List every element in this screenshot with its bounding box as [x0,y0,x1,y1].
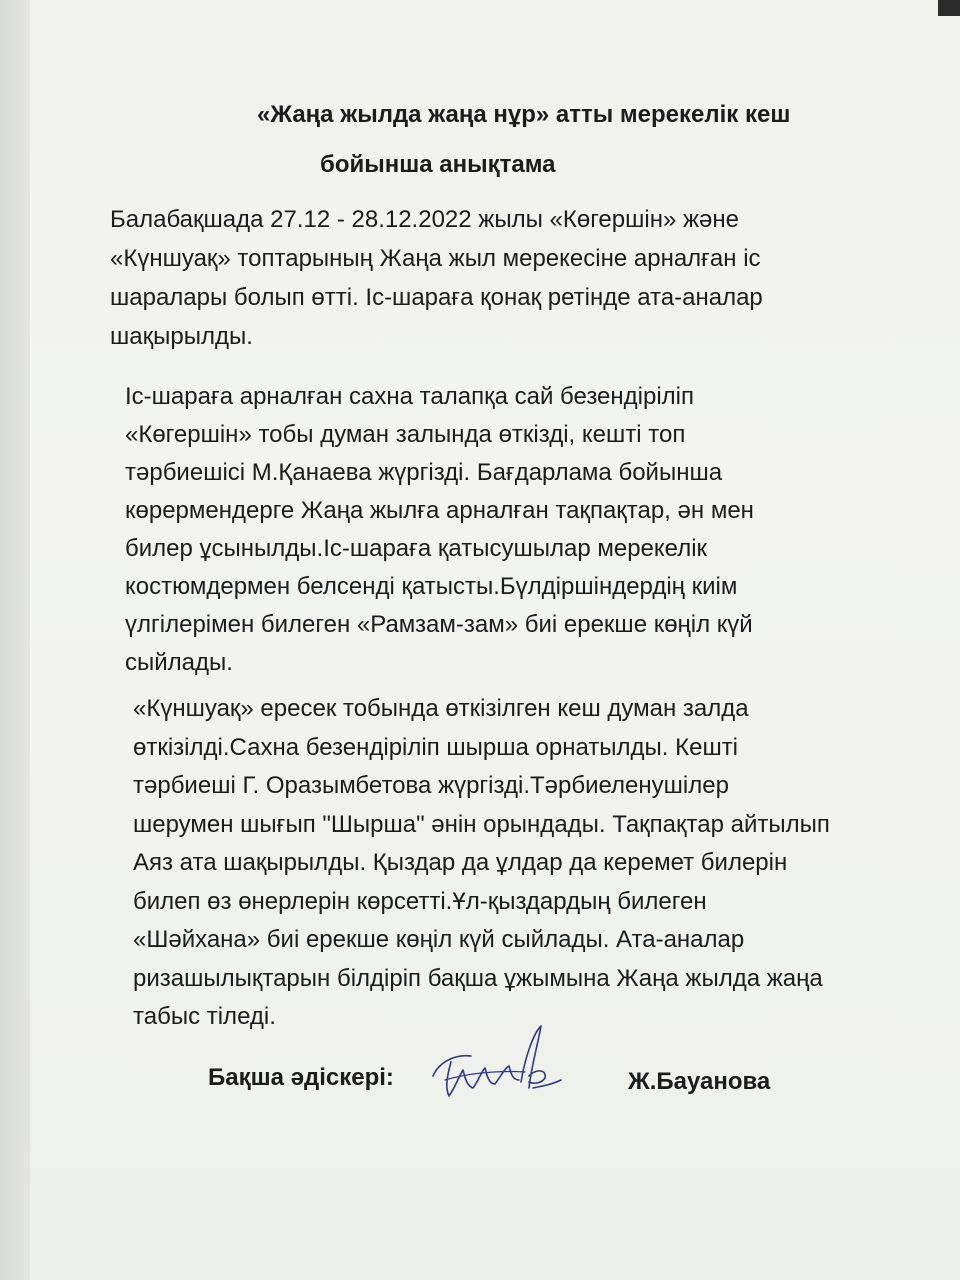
paragraph-3 [133,690,830,1037]
handwritten-signature [425,1018,565,1108]
text-line: «Күншуақ» ересек тобында өткізілген кеш думан залда [133,695,749,722]
text-line: сыйлады. [125,649,233,676]
text-line: шаралары болып өтті. Іс-шараға қонақ ретінде ата-аналар [110,284,763,311]
document-title-line-2: бойынша анықтама [320,151,556,178]
paragraph-1 [110,200,763,356]
signature-label: Бақша әдіскері: [208,1064,394,1091]
text-line: Іс-шараға арналған сахна талапқа сай безендіріліп [125,383,695,410]
paragraph-2 [125,378,754,682]
text-line: билеп өз өнерлерін көрсетті.Ұл-қыздардың билеген [133,887,707,915]
text-line: тәрбиеші Г. Оразымбетова жүргізді.Тәрбиеленушілер [133,772,729,799]
text-line: Балабақшада 27.12 - 28.12.2022 жылы «Көгершін» және [110,206,739,233]
text-line: табыс тіледі. [133,1003,276,1030]
text-line: тәрбиешісі М.Қанаева жүргізді. Бағдарлама бойынша [125,459,723,486]
document-title-line-1: «Жаңа жылда жаңа нұр» атты мерекелік кеш [257,101,791,128]
text-line: шерумен шығып "Шырша" әнін орындады. Тақпақтар айтылып [133,810,830,838]
page-edge-shadow [0,0,31,1280]
text-line: шақырылды. [110,323,253,350]
text-line: «Күншуақ» топтарының Жаңа жыл мерекесіне арналған іс [110,245,761,272]
text-line: Аяз ата шақырылды. Қыздар да ұлдар да керемет билерін [133,849,788,876]
text-line: билер ұсынылды.Іс-шараға қатысушылар мерекелік [125,535,708,562]
text-line: «Көгершін» тобы думан залында өткізді, кешті топ [125,421,686,448]
page-corner [938,0,960,16]
text-line: көрермендерге Жаңа жылға арналған тақпақтар, ән мен [125,497,754,524]
text-line: үлгілерімен билеген «Рамзам-зам» биі ерекше көңіл күй [125,611,753,638]
text-line: костюмдермен белсенді қатысты.Бүлдіршіндердің киім [125,573,738,600]
text-line: өткізілді.Сахна безендіріліп шырша орнатылды. Кешті [133,733,739,761]
text-line: ризашылықтарын білдіріп бақша ұжымына Жаңа жылда жаңа [133,964,823,992]
text-line: «Шәйхана» биі ерекше көңіл күй сыйлады. Ата-аналар [133,926,745,953]
signer-name: Ж.Бауанова [628,1068,771,1095]
